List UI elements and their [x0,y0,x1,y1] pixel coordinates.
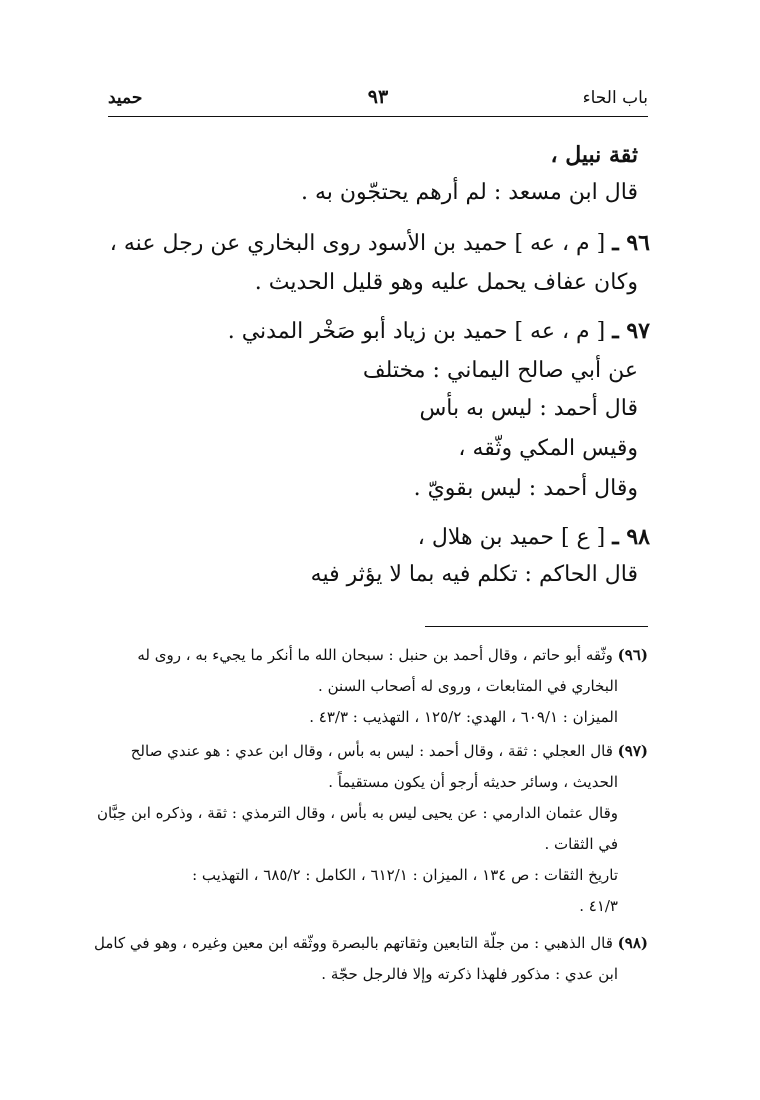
entry-98 [418,524,650,550]
entry-number: ٩٨ ـ [612,524,650,550]
footnote-number: (٩٦) [617,646,648,664]
footnote-line: ٤١/٣ . [579,897,618,915]
running-entry-name: حميد [108,88,143,108]
chapter-title: باب الحاء [582,88,648,108]
footnote-line: البخاري في المتابعات ، وروى له أصحاب السنن . [318,677,618,695]
running-header [108,86,648,117]
footnote-line: تاريخ الثقات : ص ١٣٤ ، الميزان : ٦١٢/١ ، الكامل : ٦٨٥/٢ ، التهذيب : [192,866,618,884]
entry-number: ٩٦ ـ [612,230,650,256]
main-line: عن أبي صالح اليماني : مختلف [362,358,638,383]
footnote-line: الحديث ، وسائر حديثه أرجو أن يكون مستقيماً . [328,773,618,791]
entry-heading: [ ع ] حميد بن هلال ، [417,525,606,550]
main-line: قال ابن مسعد : لم أرهم يحتجّون به . [300,180,638,205]
entry-number: ٩٧ ـ [612,318,650,344]
footnote-line: في الثقات . [544,835,618,853]
footnote-line: وقال عثمان الدارمي : عن يحيى ليس به بأس ، وقال الترمذي : ثقة ، وذكره ابن حِبَّان [97,804,618,822]
main-line: وكان عفاف يحمل عليه وهو قليل الحديث . [254,270,638,295]
entry-heading: [ م ، عه ] حميد بن الأسود روى البخاري عن رجل عنه ، [109,231,606,256]
footnote-line: ابن عدي : مذكور فلهذا ذكرته وإلا فالرجل حجّة . [321,965,618,983]
footnote-line: الميزان : ٦٠٩/١ ، الهدي: ١٢٥/٢ ، التهذيب : ٤٣/٣ . [309,708,618,726]
footnote-line: قال العجلي : ثقة ، وقال أحمد : ليس به بأس ، وقال ابن عدي : هو عندي صالح [130,742,613,760]
main-line: وقال أحمد : ليس بقويّ . [413,476,638,501]
entry-heading: [ م ، عه ] حميد بن زياد أبو صَخْر المدني . [227,319,606,344]
entry-97 [228,318,650,344]
footnote-98 [94,928,648,990]
page-number: ٩٣ [367,86,389,108]
footnote-number: (٩٨) [617,934,648,952]
footnote-number: (٩٧) [617,742,648,760]
footnote-line: وثّقه أبو حاتم ، وقال أحمد بن حنبل : سبحان الله ما أنكر ما يجيء به ، روى له [137,646,613,664]
footnote-separator [425,626,648,627]
main-line: قال أحمد : ليس به بأس [419,396,638,421]
main-line: وقيس المكي وثّقه ، [458,436,638,461]
main-line: قال الحاكم : تكلم فيه بما لا يؤثر فيه [310,562,638,587]
footnote-96 [108,640,648,733]
footnote-97 [97,736,648,922]
entry-96 [110,230,650,256]
footnote-line: قال الذهبي : من جلّة التابعين وثقاتهم بالبصرة ووثّقه ابن معين وغيره ، وهو في كامل [94,934,613,952]
main-line: ثقة نبيل ، [550,142,638,168]
